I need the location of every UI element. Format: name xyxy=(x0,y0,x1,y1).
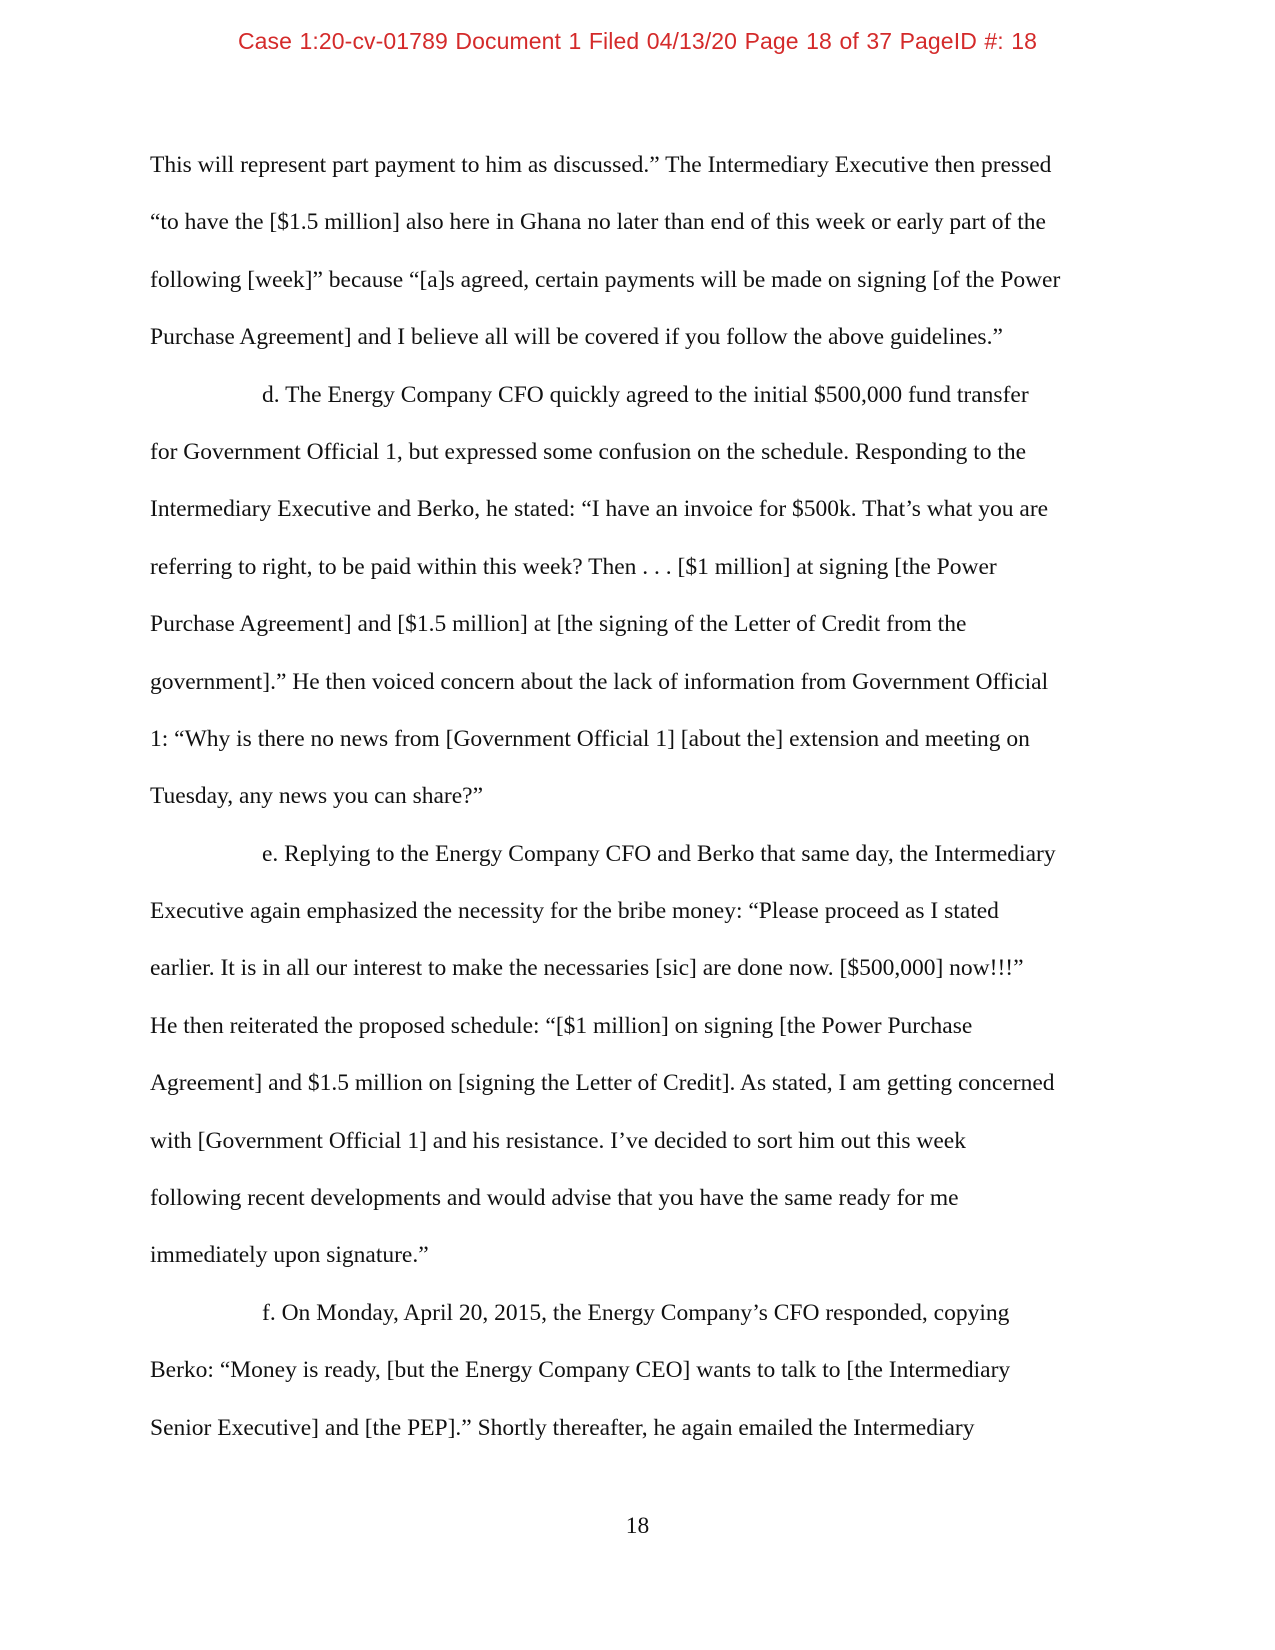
body-line: Tuesday, any news you can share?” xyxy=(150,783,484,810)
case-number: Case 1:20-cv-01789 xyxy=(237,28,448,54)
body-line: Senior Executive] and [the PEP].” Shortly thereafter, he again emailed the Intermediary xyxy=(150,1414,975,1441)
body-line: Purchase Agreement] and I believe all will be covered if you follow the above guidelines.” xyxy=(150,324,1003,351)
paragraph-f-start: f. On Monday, April 20, 2015, the Energy Company’s CFO responded, copying xyxy=(262,1299,1010,1326)
document-number: Document 1 xyxy=(455,28,582,54)
body-line: following recent developments and would advise that you have the same ready for me xyxy=(150,1185,959,1212)
body-line: Agreement] and $1.5 million on [signing the Letter of Credit]. As stated, I am getting concerned xyxy=(150,1070,1055,1097)
body-line: earlier. It is in all our interest to make the necessaries [sic] are done now. [$500,000] now!!!” xyxy=(150,955,1024,982)
body-line: Executive again emphasized the necessity for the bribe money: “Please proceed as I stated xyxy=(150,898,999,925)
page-info: Page 18 of 37 PageID #: 18 xyxy=(744,28,1038,54)
body-line: for Government Official 1, but expressed some confusion on the schedule. Responding to the xyxy=(150,438,1027,465)
paragraph-d-start: d. The Energy Company CFO quickly agreed to the initial $500,000 fund transfer xyxy=(262,381,1029,408)
case-header xyxy=(0,28,1275,55)
document-body xyxy=(150,137,1130,1457)
body-line: 1: “Why is there no news from [Government Official 1] [about the] extension and meeting on xyxy=(150,725,1030,752)
page-number: 18 xyxy=(625,1513,650,1539)
body-line: Berko: “Money is ready, [but the Energy Company CEO] wants to talk to [the Intermediary xyxy=(150,1357,1011,1384)
body-line: “to have the [$1.5 million] also here in Ghana no later than end of this week or early part of the xyxy=(150,209,1046,236)
filed-date: Filed 04/13/20 xyxy=(588,28,738,54)
body-line: Purchase Agreement] and [$1.5 million] at [the signing of the Letter of Credit from the xyxy=(150,611,967,638)
paragraph-e-start: e. Replying to the Energy Company CFO and Berko that same day, the Intermediary xyxy=(262,840,1056,867)
body-line: This will represent part payment to him as discussed.” The Intermediary Executive then pressed xyxy=(150,152,1052,178)
body-line: with [Government Official 1] and his resistance. I’ve decided to sort him out this week xyxy=(150,1127,966,1154)
body-line: government].” He then voiced concern about the lack of information from Government Official xyxy=(150,668,1049,695)
body-line: Intermediary Executive and Berko, he stated: “I have an invoice for $500k. That’s what you are xyxy=(150,496,1049,523)
body-line: following [week]” because “[a]s agreed, certain payments will be made on signing [of the Power xyxy=(150,266,1061,293)
body-line: immediately upon signature.” xyxy=(150,1242,429,1269)
body-line: He then reiterated the proposed schedule: “[$1 million] on signing [the Power Purchase xyxy=(150,1012,973,1039)
body-line: referring to right, to be paid within this week? Then . . . [$1 million] at signing [the Power xyxy=(150,553,997,580)
